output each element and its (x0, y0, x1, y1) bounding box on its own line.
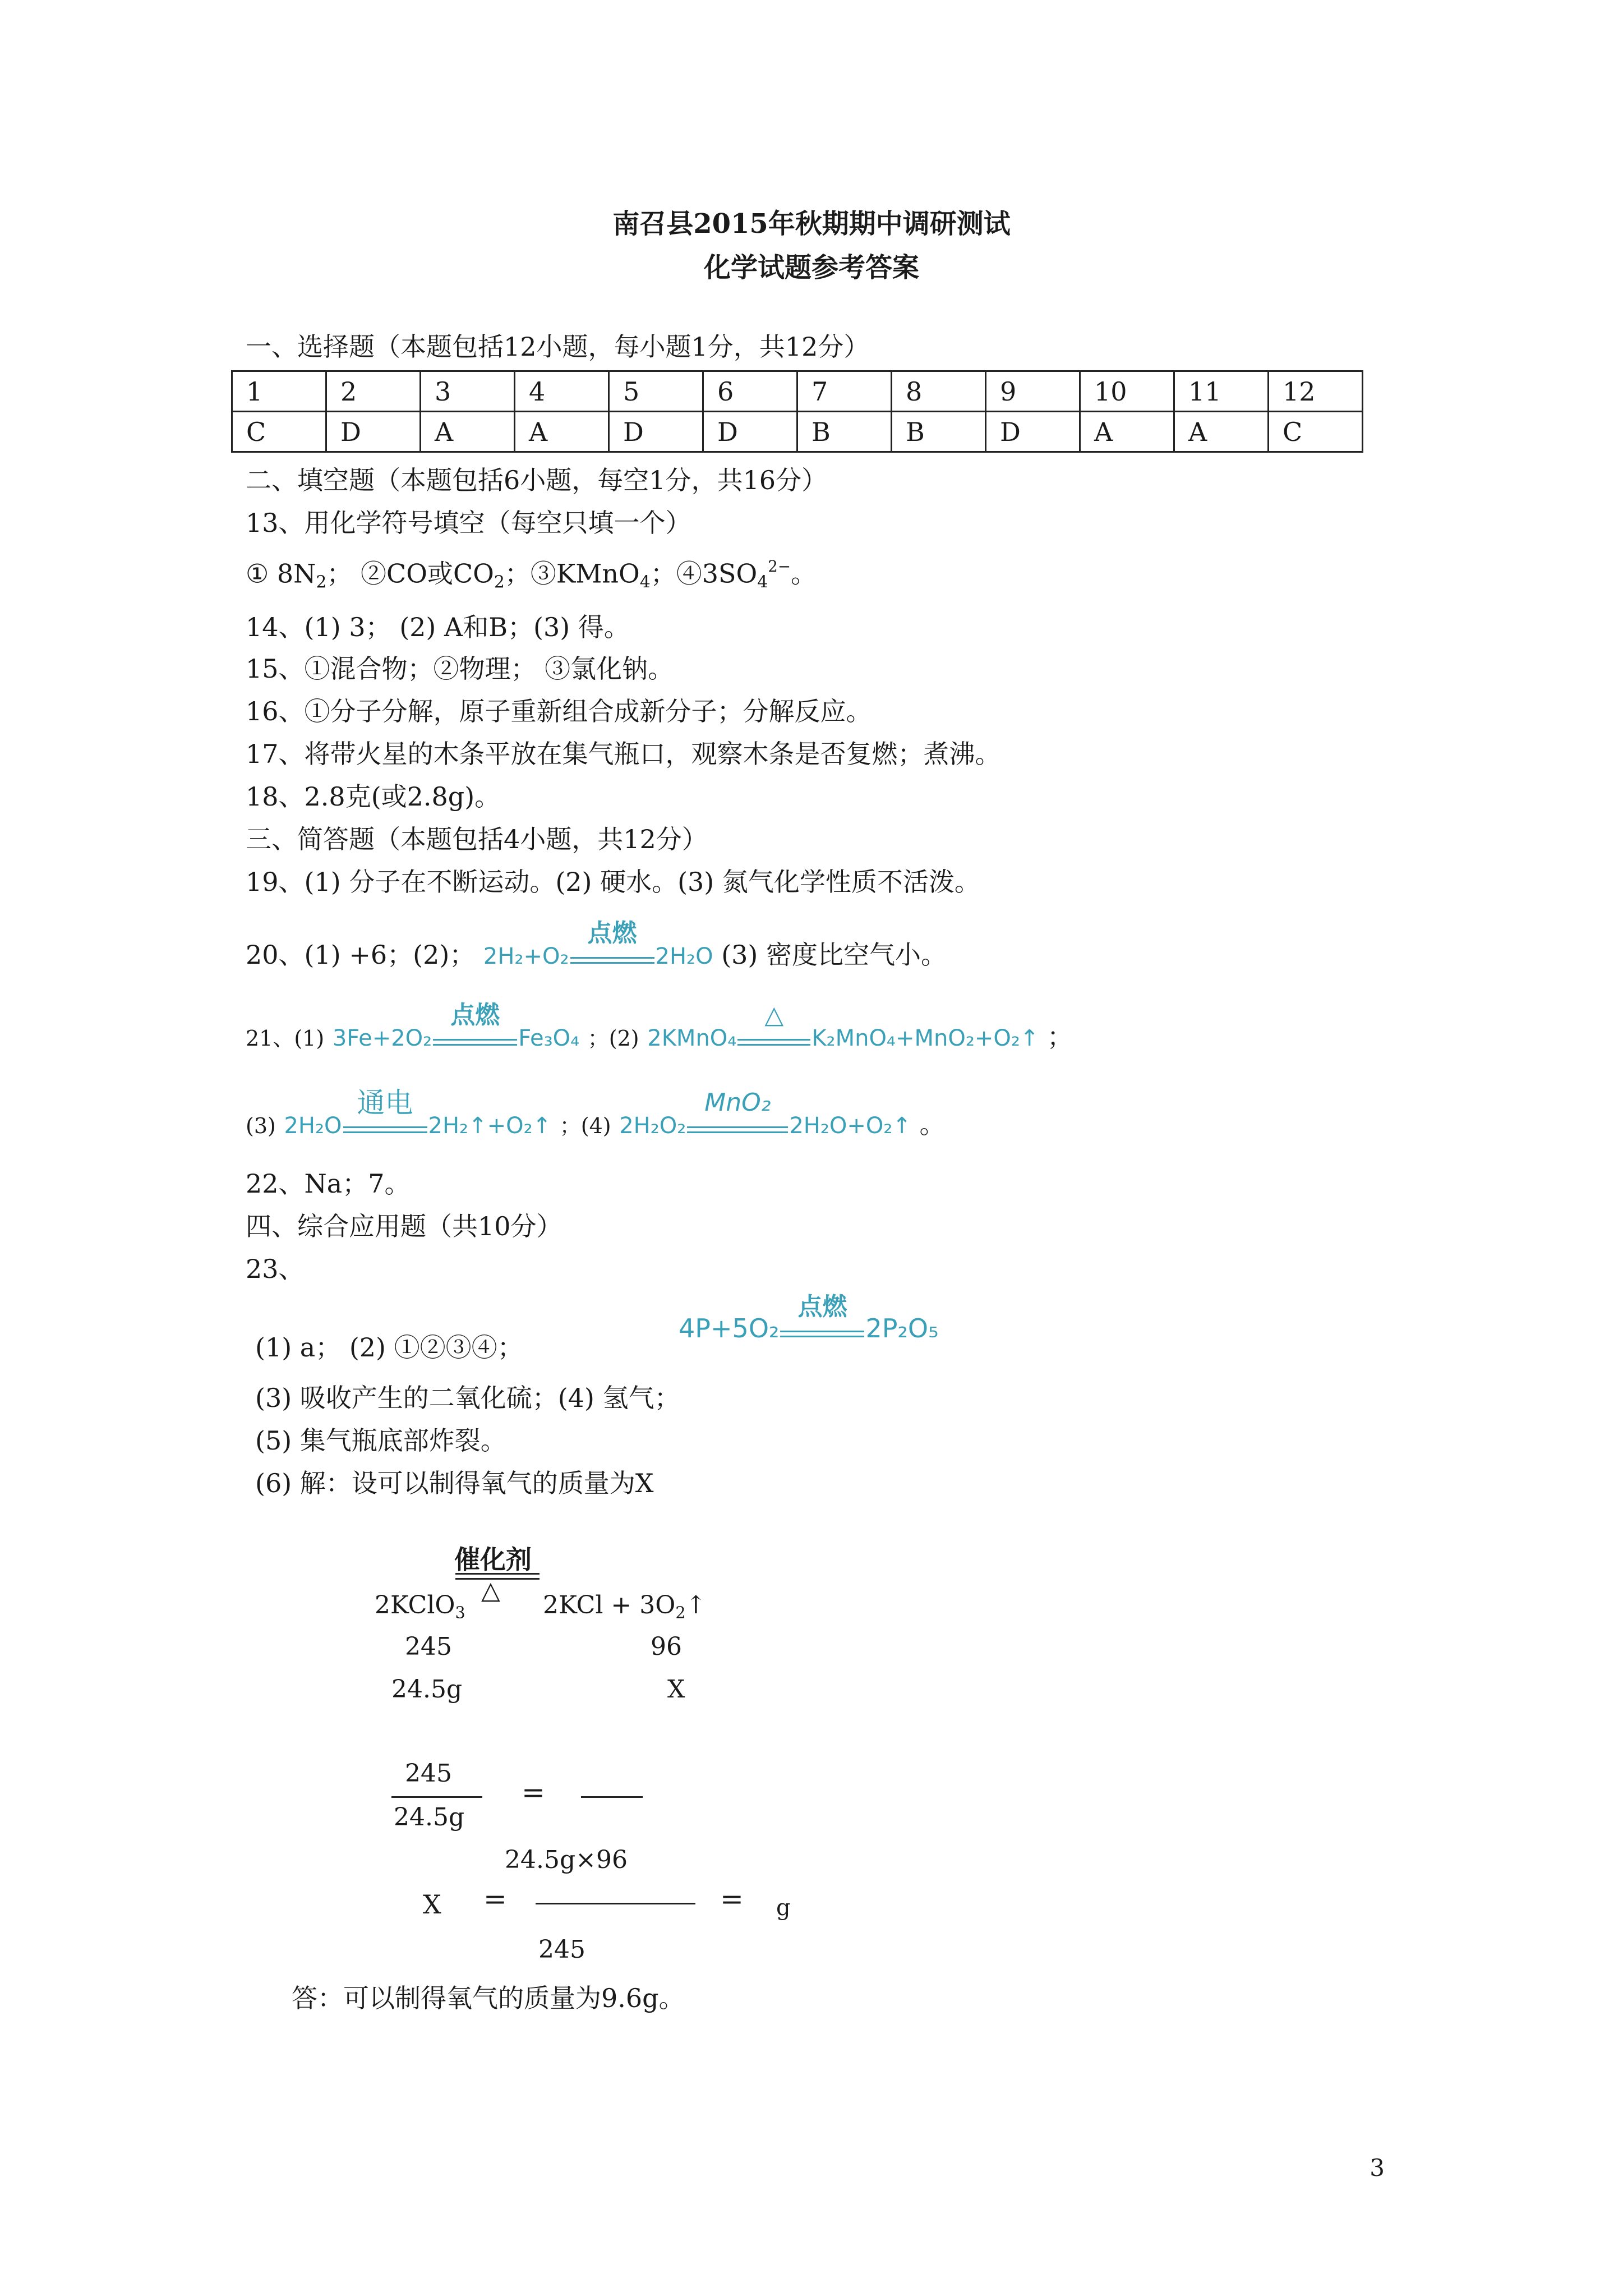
table-row-numbers (232, 371, 1363, 412)
table-cell: 8 (892, 371, 986, 412)
table-cell: 2 (326, 371, 421, 412)
q23-equation-body (679, 1292, 939, 1345)
table-cell: D (986, 412, 1080, 452)
q13-a1: ① 8N (246, 558, 316, 589)
equation-lhs: 2KMnO₄ (647, 1025, 737, 1051)
q13-sep: ； (650, 558, 676, 589)
q21-sep: ；(2) (587, 1026, 639, 1051)
calc-given: 24.5g (391, 1675, 463, 1704)
q13-a4: ④3SO (676, 558, 758, 589)
table-cell: D (326, 412, 421, 452)
q21-prefix: (3) (246, 1114, 276, 1138)
calc-mass1: 245 (405, 1632, 452, 1661)
table-cell: C (232, 412, 326, 452)
reaction-condition (433, 1001, 517, 1046)
q13-sep: ； (504, 558, 531, 589)
section1-heading: 一、选择题（本题包括12小题，每小题1分，共12分） (246, 332, 870, 362)
table-cell: 4 (515, 371, 609, 412)
double-bar (687, 1126, 788, 1133)
q20-prefix: 20、(1) +6；(2)； (246, 940, 476, 970)
equation-rhs: K₂MnO₄+MnO₂+O₂↑ (811, 1025, 1039, 1051)
table-cell: 10 (1080, 371, 1174, 412)
products-sub: 2 (675, 1603, 686, 1622)
table-cell: 11 (1174, 371, 1269, 412)
q23-part1: (1) a； (2) ①②③④； (255, 1332, 523, 1363)
table-cell: A (1174, 412, 1269, 452)
q13-heading: 13、用化学符号填空（每空只填一个） (246, 508, 691, 538)
table-cell: 12 (1269, 371, 1363, 412)
calc-mass2: 96 (651, 1632, 682, 1661)
table-cell: 5 (609, 371, 703, 412)
table-cell: D (703, 412, 797, 452)
table-cell: A (515, 412, 609, 452)
q21-sep: ；(4) (559, 1114, 611, 1138)
q23-heading: 23、 (246, 1254, 305, 1284)
final-answer: 答：可以制得氧气的质量为9.6g。 (292, 1983, 685, 2013)
q21-equation3 (284, 1087, 552, 1143)
reactant-formula: 2KClO (375, 1591, 455, 1619)
q20-equation (483, 919, 713, 973)
double-bar (737, 1039, 810, 1046)
section2-heading: 二、填空题（本题包括6小题，每空1分，共16分） (246, 465, 828, 495)
catalyst-label: 催化剂 (454, 1544, 532, 1575)
q13-a4-sup: 2− (768, 557, 791, 576)
double-bar (780, 1331, 864, 1337)
calc-denominator2: 245 (538, 1935, 585, 1964)
equation-lhs: 3Fe+2O₂ (332, 1025, 432, 1051)
condition-label: MnO₂ (704, 1088, 771, 1117)
q21-equation1 (332, 1001, 580, 1055)
reaction-condition (343, 1087, 427, 1133)
table-cell: C (1269, 412, 1363, 452)
q21-equation4 (619, 1088, 911, 1143)
fraction-bar (391, 1796, 482, 1798)
q16-answer: 16、①分子分解，原子重新组合成新分子；分解反应。 (246, 696, 872, 726)
calc-numerator2: 24.5g×96 (505, 1846, 628, 1874)
q19-answer: 19、(1) 分子在不断运动。(2) 硬水。(3) 氮气化学性质不活泼。 (246, 867, 980, 897)
condition-label: 点燃 (450, 1001, 500, 1029)
q21-end: 。 (919, 1109, 946, 1139)
section4-heading: 四、综合应用题（共10分） (246, 1211, 562, 1241)
q13-a3-sub: 4 (639, 572, 651, 592)
calc-tail: g (776, 1895, 791, 1921)
condition-label: △ (764, 1001, 784, 1029)
equation-rhs: 2P₂O₅ (865, 1313, 939, 1343)
q22-answer: 22、Na；7。 (246, 1168, 411, 1199)
reactant-sub: 3 (455, 1603, 465, 1622)
reaction-condition (570, 919, 654, 964)
q23-part6: (6) 解：设可以制得氧气的质量为X (255, 1468, 654, 1498)
equation-lhs: 2H₂+O₂ (483, 944, 569, 969)
page-title: 南召县2015年秋期期中调研测试 (612, 208, 1011, 240)
q20-suffix: (3) 密度比空气小。 (721, 940, 947, 970)
q23-part3: (3) 吸收产生的二氧化硫；(4) 氢气； (255, 1383, 680, 1413)
table-cell: 1 (232, 371, 326, 412)
table-cell: 6 (703, 371, 797, 412)
q13-sep: ； (326, 558, 353, 589)
table-cell: B (797, 412, 892, 452)
calc-reactant (375, 1591, 465, 1622)
table-cell: B (892, 412, 986, 452)
reaction-condition (780, 1292, 864, 1337)
q23-equation (679, 1292, 939, 1345)
table-cell: D (609, 412, 703, 452)
fraction-bar (581, 1796, 643, 1798)
table-cell: 9 (986, 371, 1080, 412)
equal-sign: = (522, 1776, 545, 1809)
calc-products (543, 1591, 706, 1622)
ratio-denominator: 24.5g (394, 1803, 465, 1832)
q21-line1 (246, 1001, 1073, 1055)
equal-sign: = (720, 1883, 744, 1915)
q13-a2: ②CO或CO (361, 558, 494, 589)
page-number: 3 (1370, 2154, 1385, 2182)
equation-lhs: 2H₂O₂ (619, 1113, 686, 1139)
equation-lhs: 4P+5O₂ (679, 1313, 780, 1343)
equation-rhs: 2H₂O (655, 944, 713, 969)
q18-answer: 18、2.8克(或2.8g)。 (246, 781, 501, 812)
table-cell: A (1080, 412, 1174, 452)
double-bar (433, 1039, 517, 1046)
q13-end: 。 (790, 558, 817, 589)
condition-label: 通电 (357, 1087, 413, 1119)
products-formula: 2KCl + 3O (543, 1591, 676, 1619)
page-subtitle: 化学试题参考答案 (703, 252, 919, 283)
q17-answer: 17、将带火星的木条平放在集气瓶口，观察木条是否复燃；煮沸。 (246, 739, 1001, 769)
condition-label: 点燃 (587, 919, 637, 947)
equation-rhs: 2H₂↑+O₂↑ (428, 1113, 552, 1139)
section3-heading: 三、简答题（本题包括4小题，共12分） (246, 824, 708, 854)
heat-symbol: △ (481, 1576, 500, 1605)
q15-answer: 15、①混合物；②物理； ③氯化钠。 (246, 654, 674, 684)
calc-x: X (423, 1889, 441, 1920)
table-cell: A (421, 412, 515, 452)
answer-table (231, 370, 1363, 453)
q21-equation2 (647, 1001, 1039, 1055)
q21-prefix: 21、(1) (246, 1026, 325, 1051)
reaction-condition (737, 1001, 810, 1046)
double-bar (570, 957, 654, 964)
gas-arrow: ↑ (685, 1591, 707, 1619)
q14-answer: 14、(1) 3； (2) A和B；(3) 得。 (246, 612, 630, 642)
q13-a3: ③KMnO (530, 558, 640, 589)
equation-lhs: 2H₂O (284, 1113, 342, 1139)
ratio-numerator: 245 (405, 1759, 452, 1788)
q13-answer (246, 550, 817, 599)
fraction-bar (536, 1903, 695, 1904)
q21-end: ； (1047, 1022, 1073, 1052)
equation-rhs: 2H₂O+O₂↑ (789, 1113, 911, 1139)
table-cell: 3 (421, 371, 515, 412)
q20-answer (246, 919, 947, 973)
q13-a4-sub: 4 (757, 572, 768, 592)
calc-unknown: X (667, 1675, 685, 1704)
table-cell: 7 (797, 371, 892, 412)
q21-line2 (246, 1087, 946, 1143)
equation-rhs: Fe₃O₄ (518, 1025, 580, 1051)
q23-part5: (5) 集气瓶底部炸裂。 (255, 1425, 506, 1456)
double-bar (343, 1126, 427, 1133)
reaction-condition (687, 1088, 788, 1133)
q13-a1-sub: 2 (316, 572, 327, 592)
condition-label: 点燃 (797, 1292, 847, 1321)
equal-sign: = (483, 1883, 507, 1915)
table-row-answers (232, 412, 1363, 452)
q13-a2-sub: 2 (494, 572, 505, 592)
